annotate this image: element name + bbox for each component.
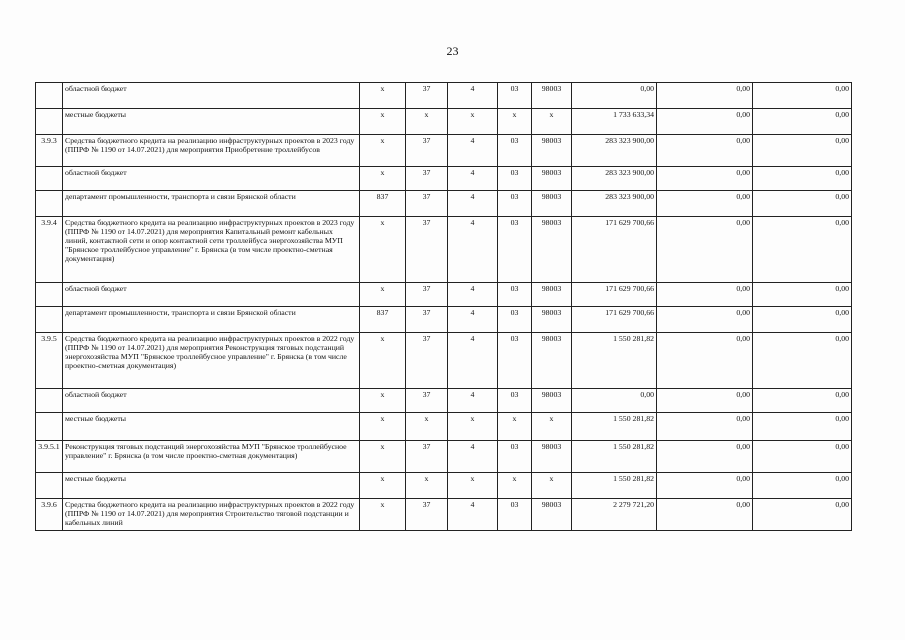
row-amount-3: 0,00 <box>753 413 852 441</box>
row-direction-code: 98003 <box>532 389 572 413</box>
row-direction-code: 98003 <box>532 191 572 217</box>
table-row <box>36 283 852 307</box>
row-subprogram-code: х <box>448 413 498 441</box>
row-subprogram-code: 4 <box>448 283 498 307</box>
row-section-code: х <box>498 413 532 441</box>
row-amount-1: 283 323 900,00 <box>572 167 657 191</box>
row-amount-2: 0,00 <box>657 283 753 307</box>
table-row <box>36 167 852 191</box>
row-subprogram-code: х <box>448 109 498 135</box>
row-code: 3.9.5.1 <box>36 441 63 473</box>
row-code <box>36 307 63 333</box>
budget-table-body <box>36 83 852 531</box>
table-row <box>36 83 852 109</box>
row-code <box>36 83 63 109</box>
row-amount-2: 0,00 <box>657 135 753 167</box>
row-section-code: 03 <box>498 389 532 413</box>
row-section-code: 03 <box>498 333 532 389</box>
row-name: областной бюджет <box>63 283 360 307</box>
row-code: 3.9.4 <box>36 217 63 283</box>
row-amount-1: 1 550 281,82 <box>572 333 657 389</box>
row-amount-3: 0,00 <box>753 191 852 217</box>
row-name: Средства бюджетного кредита на реализацию инфраструктурных проектов в 2022 году (ППРФ № 1190 от 14.07.2021) для мероприятия Строительство тяговой подстанции и кабельных линий <box>63 499 360 531</box>
row-amount-1: 171 629 700,66 <box>572 307 657 333</box>
row-program-code: 37 <box>406 283 448 307</box>
row-program-code: х <box>406 473 448 499</box>
row-name: Средства бюджетного кредита на реализацию инфраструктурных проектов в 2022 году (ППРФ № 1190 от 14.07.2021) для мероприятия Реконструкция тяговых подстанций энергохозяйства МУП "Брянское троллейбусное управление" г. Брянска (в том числе проектно-сметная документация) <box>63 333 360 389</box>
row-admin-code: х <box>360 499 406 531</box>
row-section-code: 03 <box>498 217 532 283</box>
row-amount-2: 0,00 <box>657 389 753 413</box>
row-code <box>36 413 63 441</box>
row-direction-code: х <box>532 473 572 499</box>
row-admin-code: х <box>360 413 406 441</box>
row-program-code: 37 <box>406 83 448 109</box>
row-amount-1: 1 733 633,34 <box>572 109 657 135</box>
row-name: Реконструкция тяговых подстанций энергохозяйства МУП "Брянское троллейбусное управление" г. Брянска (в том числе проектно-сметная документация) <box>63 441 360 473</box>
row-program-code: х <box>406 413 448 441</box>
row-direction-code: 98003 <box>532 283 572 307</box>
row-amount-2: 0,00 <box>657 413 753 441</box>
row-name: областной бюджет <box>63 83 360 109</box>
row-program-code: 37 <box>406 167 448 191</box>
row-program-code: 37 <box>406 333 448 389</box>
row-section-code: 03 <box>498 135 532 167</box>
row-amount-2: 0,00 <box>657 191 753 217</box>
table-row <box>36 333 852 389</box>
table-row <box>36 217 852 283</box>
table-row <box>36 109 852 135</box>
row-code <box>36 191 63 217</box>
row-subprogram-code: 4 <box>448 307 498 333</box>
row-amount-2: 0,00 <box>657 499 753 531</box>
row-amount-1: 1 550 281,82 <box>572 413 657 441</box>
row-code <box>36 167 63 191</box>
row-direction-code: 98003 <box>532 441 572 473</box>
table-row <box>36 413 852 441</box>
row-amount-3: 0,00 <box>753 473 852 499</box>
row-program-code: 37 <box>406 217 448 283</box>
row-subprogram-code: 4 <box>448 135 498 167</box>
row-amount-2: 0,00 <box>657 83 753 109</box>
row-direction-code: х <box>532 413 572 441</box>
row-code <box>36 109 63 135</box>
row-name: Средства бюджетного кредита на реализацию инфраструктурных проектов в 2023 году (ППРФ № 1190 от 14.07.2021) для мероприятия Капитальный ремонт кабельных линий, контактной сети и опор контактной сети троллейбуса энергохозяйства МУП "Брянское троллейбусное управление" г. Брянска (в том числе проектно-сметная документация) <box>63 217 360 283</box>
row-admin-code: х <box>360 109 406 135</box>
row-amount-2: 0,00 <box>657 441 753 473</box>
row-amount-2: 0,00 <box>657 167 753 191</box>
row-name: местные бюджеты <box>63 413 360 441</box>
row-program-code: 37 <box>406 499 448 531</box>
row-name: департамент промышленности, транспорта и связи Брянской области <box>63 191 360 217</box>
row-name: областной бюджет <box>63 167 360 191</box>
row-admin-code: х <box>360 135 406 167</box>
row-subprogram-code: 4 <box>448 191 498 217</box>
table-row <box>36 307 852 333</box>
row-amount-3: 0,00 <box>753 307 852 333</box>
row-admin-code: х <box>360 441 406 473</box>
row-admin-code: х <box>360 167 406 191</box>
row-amount-2: 0,00 <box>657 307 753 333</box>
row-subprogram-code: 4 <box>448 167 498 191</box>
row-subprogram-code: 4 <box>448 217 498 283</box>
row-direction-code: 98003 <box>532 167 572 191</box>
row-code: 3.9.3 <box>36 135 63 167</box>
table-row <box>36 499 852 531</box>
row-direction-code: 98003 <box>532 83 572 109</box>
row-amount-2: 0,00 <box>657 333 753 389</box>
row-name: департамент промышленности, транспорта и связи Брянской области <box>63 307 360 333</box>
row-amount-3: 0,00 <box>753 83 852 109</box>
row-amount-3: 0,00 <box>753 135 852 167</box>
row-amount-1: 283 323 900,00 <box>572 135 657 167</box>
row-amount-3: 0,00 <box>753 389 852 413</box>
row-subprogram-code: х <box>448 473 498 499</box>
table-row <box>36 389 852 413</box>
row-admin-code: х <box>360 389 406 413</box>
row-admin-code: х <box>360 333 406 389</box>
row-admin-code: 837 <box>360 191 406 217</box>
row-admin-code: х <box>360 473 406 499</box>
row-code: 3.9.6 <box>36 499 63 531</box>
row-amount-1: 283 323 900,00 <box>572 191 657 217</box>
row-program-code: 37 <box>406 191 448 217</box>
row-section-code: 03 <box>498 191 532 217</box>
row-subprogram-code: 4 <box>448 83 498 109</box>
row-amount-1: 171 629 700,66 <box>572 217 657 283</box>
row-amount-1: 0,00 <box>572 83 657 109</box>
row-admin-code: х <box>360 283 406 307</box>
row-amount-2: 0,00 <box>657 217 753 283</box>
table-row <box>36 191 852 217</box>
row-code <box>36 283 63 307</box>
row-section-code: х <box>498 109 532 135</box>
row-amount-1: 0,00 <box>572 389 657 413</box>
row-admin-code: 837 <box>360 307 406 333</box>
row-program-code: 37 <box>406 441 448 473</box>
row-code <box>36 389 63 413</box>
row-subprogram-code: 4 <box>448 389 498 413</box>
row-amount-1: 171 629 700,66 <box>572 283 657 307</box>
row-direction-code: х <box>532 109 572 135</box>
row-name: Средства бюджетного кредита на реализацию инфраструктурных проектов в 2023 году (ППРФ № 1190 от 14.07.2021) для мероприятия Приобретение троллейбусов <box>63 135 360 167</box>
row-name: местные бюджеты <box>63 473 360 499</box>
row-section-code: 03 <box>498 167 532 191</box>
row-program-code: х <box>406 109 448 135</box>
row-subprogram-code: 4 <box>448 333 498 389</box>
row-code <box>36 473 63 499</box>
row-admin-code: х <box>360 83 406 109</box>
page-number: 23 <box>446 44 459 58</box>
row-code: 3.9.5 <box>36 333 63 389</box>
row-section-code: 03 <box>498 499 532 531</box>
row-program-code: 37 <box>406 389 448 413</box>
row-name: местные бюджеты <box>63 109 360 135</box>
row-subprogram-code: 4 <box>448 499 498 531</box>
row-section-code: х <box>498 473 532 499</box>
row-section-code: 03 <box>498 83 532 109</box>
row-amount-2: 0,00 <box>657 109 753 135</box>
row-name: областной бюджет <box>63 389 360 413</box>
table-row <box>36 441 852 473</box>
row-amount-2: 0,00 <box>657 473 753 499</box>
table-row <box>36 473 852 499</box>
row-program-code: 37 <box>406 307 448 333</box>
row-section-code: 03 <box>498 441 532 473</box>
row-subprogram-code: 4 <box>448 441 498 473</box>
row-amount-1: 2 279 721,20 <box>572 499 657 531</box>
row-amount-3: 0,00 <box>753 333 852 389</box>
row-direction-code: 98003 <box>532 333 572 389</box>
row-direction-code: 98003 <box>532 307 572 333</box>
row-amount-3: 0,00 <box>753 217 852 283</box>
row-amount-3: 0,00 <box>753 441 852 473</box>
table-row <box>36 135 852 167</box>
row-amount-1: 1 550 281,82 <box>572 473 657 499</box>
row-section-code: 03 <box>498 283 532 307</box>
budget-table <box>35 82 852 531</box>
row-amount-3: 0,00 <box>753 499 852 531</box>
row-admin-code: х <box>360 217 406 283</box>
row-direction-code: 98003 <box>532 135 572 167</box>
row-direction-code: 98003 <box>532 217 572 283</box>
row-amount-3: 0,00 <box>753 109 852 135</box>
row-amount-3: 0,00 <box>753 283 852 307</box>
row-amount-1: 1 550 281,82 <box>572 441 657 473</box>
row-section-code: 03 <box>498 307 532 333</box>
row-program-code: 37 <box>406 135 448 167</box>
row-amount-3: 0,00 <box>753 167 852 191</box>
row-direction-code: 98003 <box>532 499 572 531</box>
